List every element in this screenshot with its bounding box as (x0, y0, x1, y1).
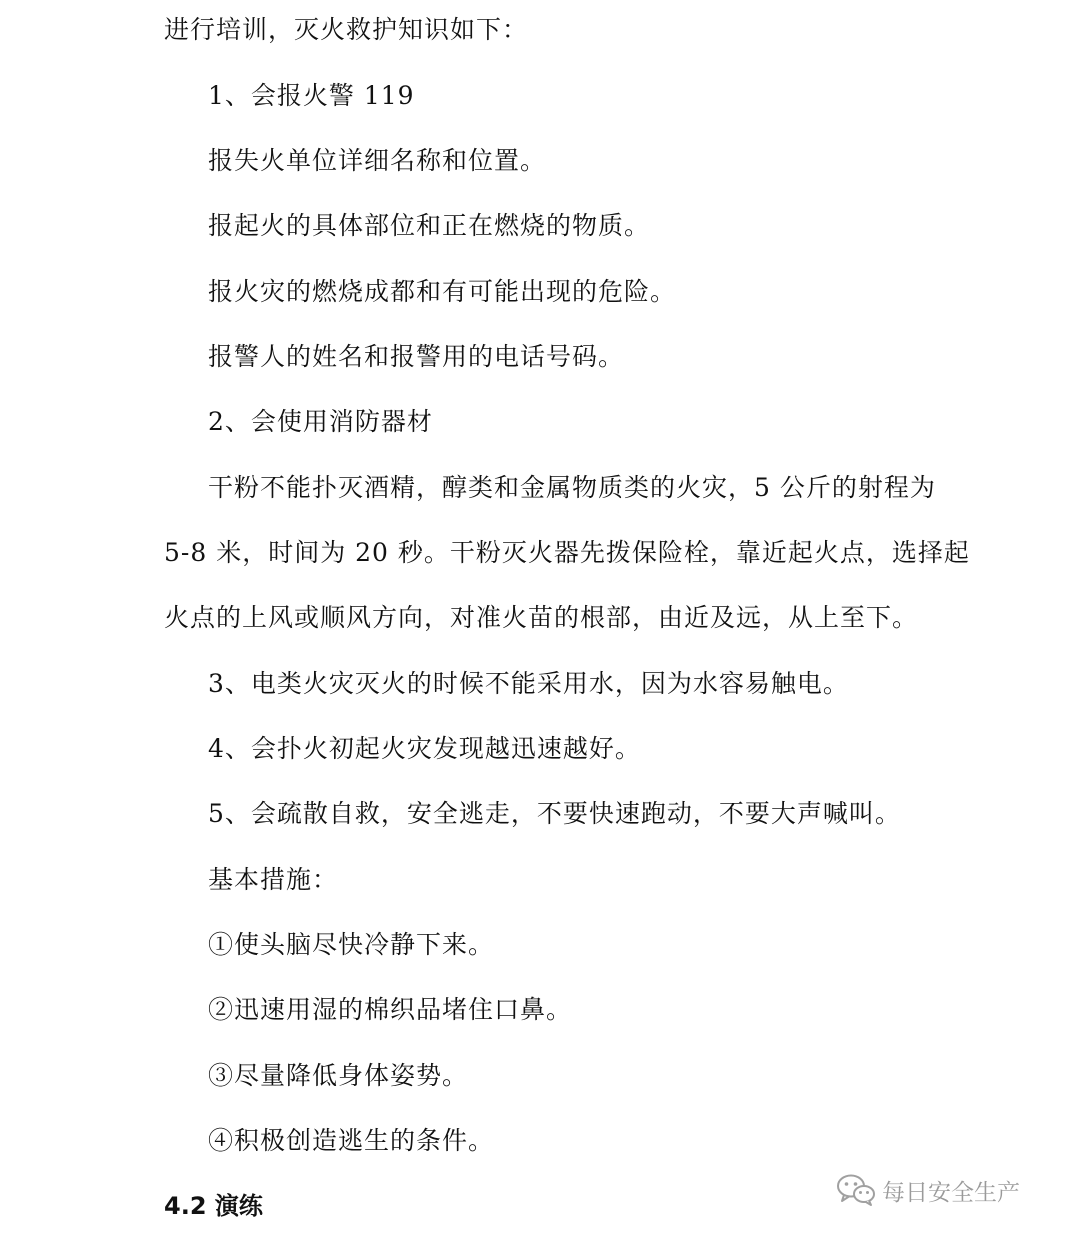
paragraph-line: 火点的上风或顺风方向，对准火苗的根部，由近及远，从上至下。 (164, 603, 919, 632)
list-item-electrical-fire: 3、电类火灾灭火的时候不能采用水，因为水容易触电。 (208, 669, 849, 698)
paragraph-line: 报起火的具体部位和正在燃烧的物质。 (208, 211, 651, 240)
paragraph-line: 报火灾的燃烧成都和有可能出现的危险。 (208, 277, 677, 306)
list-item-evacuation: 5、会疏散自救，安全逃走，不要快速跑动，不要大声喊叫。 (208, 799, 901, 828)
paragraph-line: 干粉不能扑灭酒精，醇类和金属物质类的火灾，5 公斤的射程为 (208, 473, 936, 502)
list-heading-fire-equipment: 2、会使用消防器材 (208, 407, 433, 436)
basic-measures-label: 基本措施： (208, 865, 339, 894)
measure-item: ①使头脑尽快冷静下来。 (208, 930, 495, 959)
section-heading: 4.2 演练 (164, 1192, 263, 1220)
measure-item: ②迅速用湿的棉织品堵住口鼻。 (208, 995, 573, 1024)
measure-item: ④积极创造逃生的条件。 (208, 1126, 495, 1155)
list-heading-report-fire: 1、会报火警 119 (208, 81, 415, 110)
watermark-text: 每日安全生产 (882, 1179, 1020, 1206)
measure-item: ③尽量降低身体姿势。 (208, 1061, 469, 1090)
paragraph-line: 报失火单位详细名称和位置。 (208, 146, 547, 175)
list-item-early-fire: 4、会扑火初起火灾发现越迅速越好。 (208, 734, 641, 763)
paragraph-line: 5-8 米，时间为 20 秒。干粉灭火器先拨保险栓，靠近起火点，选择起 (164, 538, 970, 567)
watermark (836, 1172, 1020, 1208)
paragraph-line: 报警人的姓名和报警用的电话号码。 (208, 342, 625, 371)
paragraph-line: 进行培训，灭火救护知识如下： (164, 15, 529, 44)
wechat-icon (836, 1173, 876, 1207)
